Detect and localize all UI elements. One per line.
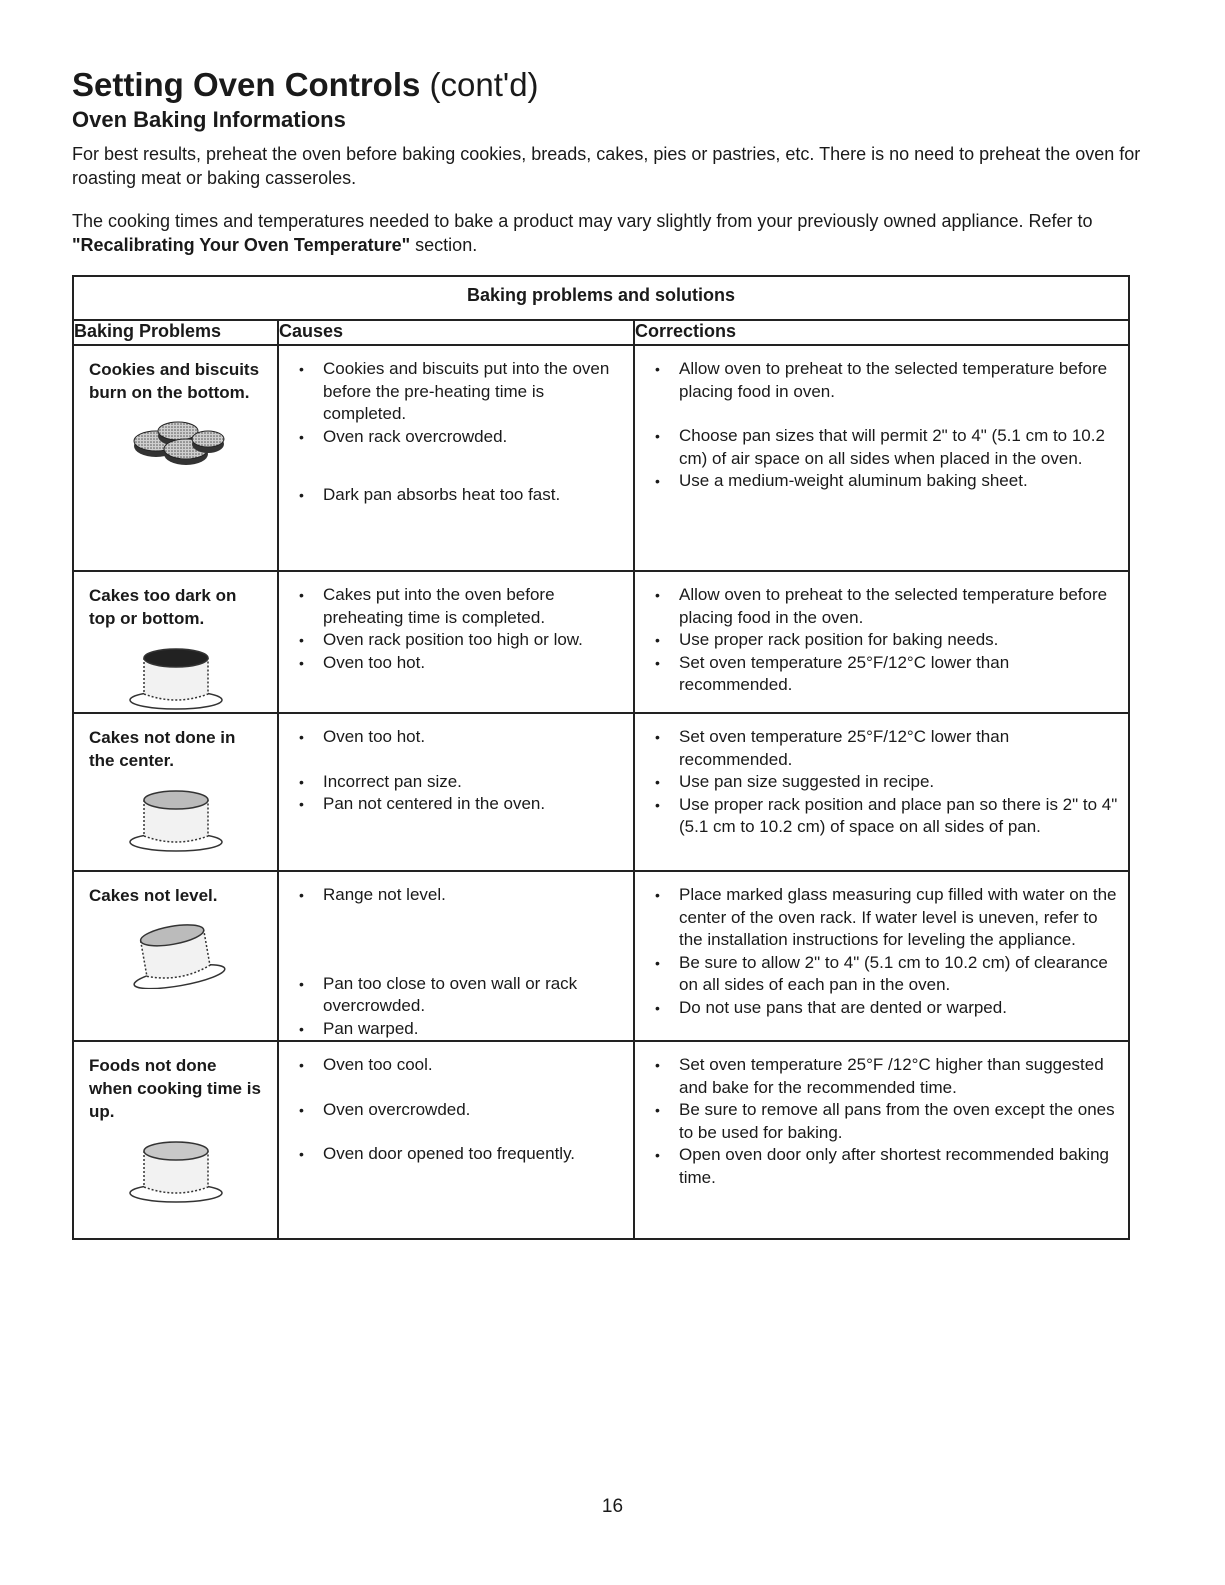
cause-item: • Pan too close to oven wall or rack overcrowded. [299,973,623,1018]
cause-item: • Oven rack overcrowded. [299,426,623,449]
correction-item: • Set oven temperature 25°F/12°C lower than recommended. [655,652,1118,697]
intro-p2-tail: section. [410,235,478,255]
correction-item: • Use proper rack position and place pan so there is 2" to 4" (5.1 cm to 10.2 cm) of space on all sides of pan. [655,794,1118,839]
cake-icon [89,1133,263,1205]
header-baking-problems: Baking Problems [73,320,278,345]
cause-item: • Oven too hot. [299,726,623,749]
page-title [72,64,539,106]
correction-item: • Choose pan sizes that will permit 2" to 4" (5.1 cm to 10.2 cm) of air space on all sides when placed in the oven. [655,425,1118,470]
cause-item: • Oven overcrowded. [299,1099,623,1122]
corrections-cell [634,713,1129,871]
problem-text: Foods not done when cooking time is up. [89,1056,261,1121]
problem-text: Cookies and biscuits burn on the bottom. [89,360,260,402]
cause-item: • Oven too cool. [299,1054,623,1077]
cause-item: • Cakes put into the oven before preheating time is completed. [299,584,623,629]
cause-item: • Dark pan absorbs heat too fast. [299,484,623,507]
causes-cell [278,713,634,871]
problem-cell [73,871,278,1041]
recalibrating-reference: "Recalibrating Your Oven Temperature" [72,235,411,255]
corrections-cell [634,571,1129,713]
problem-text: Cakes not level. [89,886,218,905]
correction-item: • Do not use pans that are dented or warped. [655,997,1118,1020]
intro-paragraph-1: For best results, preheat the oven before baking cookies, breads, cakes, pies or pastries, etc. There is no need to preheat the oven for roasting meat or baking casseroles. [72,144,1141,188]
correction-item: • Set oven temperature 25°F/12°C lower than recommended. [655,726,1118,771]
cause-item: • Pan warped. [299,1018,623,1041]
cause-item: • Oven too hot. [299,652,623,675]
problem-cell [73,571,278,713]
cause-item: • Oven door opened too frequently. [299,1143,623,1166]
tilted-cake-icon [89,917,263,989]
causes-cell [278,571,634,713]
causes-cell [278,345,634,571]
page-title-main: Setting Oven Controls [72,66,421,103]
correction-item: • Use pan size suggested in recipe. [655,771,1118,794]
correction-item: • Use proper rack position for baking needs. [655,629,1118,652]
dark-cake-icon [89,640,263,712]
problem-cell [73,1041,278,1239]
causes-cell [278,871,634,1041]
cause-item: • Incorrect pan size. [299,771,623,794]
cause-item: • Cookies and biscuits put into the oven before the pre-heating time is completed. [299,358,623,426]
table-caption: Baking problems and solutions [73,276,1129,320]
intro-paragraph-2 [72,209,1142,257]
corrections-cell [634,345,1129,571]
intro-p2-text: The cooking times and temperatures needed to bake a product may vary slightly from your previously owned appliance. Refer to [72,211,1093,231]
correction-item: • Be sure to remove all pans from the oven except the ones to be used for baking. [655,1099,1118,1144]
section-heading: Oven Baking Informations [72,107,346,132]
header-corrections: Corrections [634,320,1129,345]
correction-item: • Allow oven to preheat to the selected temperature before placing food in oven. [655,358,1118,403]
problem-text: Cakes too dark on top or bottom. [89,586,237,628]
problem-text: Cakes not done in the center. [89,728,236,770]
correction-item: • Open oven door only after shortest recommended baking time. [655,1144,1118,1189]
correction-item: • Place marked glass measuring cup filled with water on the center of the oven rack. If water level is uneven, refer to the installation instructions for leveling the appliance. [655,884,1118,952]
corrections-cell [634,871,1129,1041]
table-row [73,345,1129,571]
cause-item: • Pan not centered in the oven. [299,793,623,816]
table-row [73,871,1129,1041]
table-row [73,571,1129,713]
correction-item: • Set oven temperature 25°F /12°C higher than suggested and bake for the recommended time. [655,1054,1118,1099]
causes-cell [278,1041,634,1239]
correction-item: • Use a medium-weight aluminum baking sheet. [655,470,1118,493]
cause-item: • Oven rack position too high or low. [299,629,623,652]
cookies-icon [89,414,263,474]
page-number: 16 [601,1496,624,1517]
baking-problems-table [72,275,1130,1240]
corrections-cell [634,1041,1129,1239]
page-title-suffix: (cont'd) [429,66,539,103]
problem-cell [73,345,278,571]
table-row [73,1041,1129,1239]
correction-item: • Allow oven to preheat to the selected temperature before placing food in the oven. [655,584,1118,629]
problem-cell [73,713,278,871]
header-causes: Causes [278,320,634,345]
cause-item: • Range not level. [299,884,623,907]
undone-cake-icon [89,782,263,854]
correction-item: • Be sure to allow 2" to 4" (5.1 cm to 10.2 cm) of clearance on all sides of each pan in the oven. [655,952,1118,997]
table-header-row [73,320,1129,345]
table-row [73,713,1129,871]
